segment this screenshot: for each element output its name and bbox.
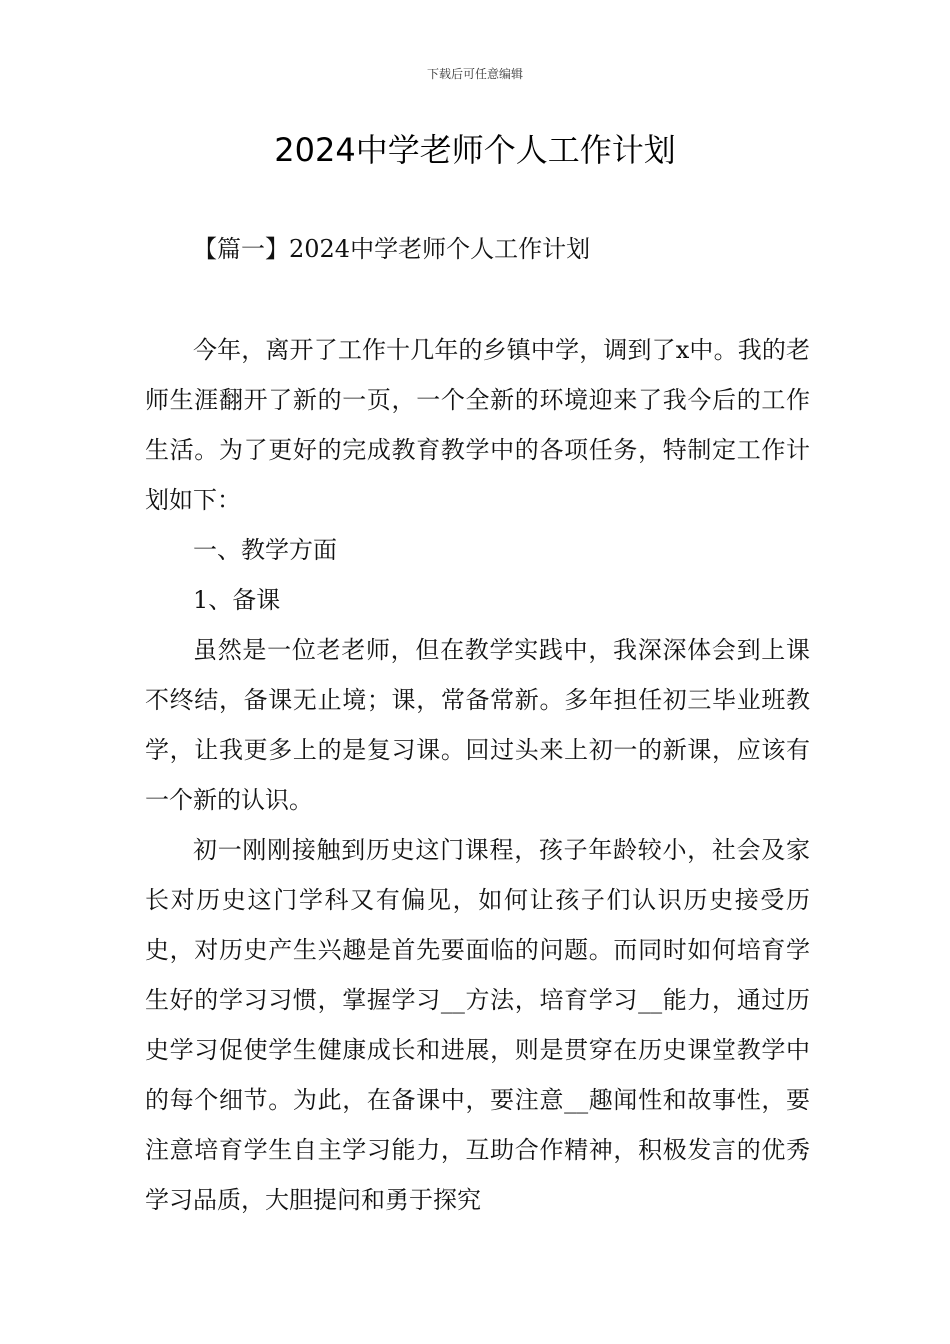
section-heading: 【篇一】2024中学老师个人工作计划	[193, 235, 591, 263]
header-note: 下载后可任意编辑	[426, 67, 523, 81]
paragraph-heading-lesson-prep: 1、备课	[193, 586, 281, 614]
paragraph-heading-teaching: 一、教学方面	[193, 536, 337, 564]
paragraph-grade-one: 初一刚刚接触到历史这门课程，孩子年龄较小，社会及家长对历史这门学科又有偏见，如何让孩子们认识历史接受历史，对历史产生兴趣是首先要面临的问题。而同时如何培育学生好的学习习惯，掌握学习__方法，培育学习__能力，通过历史学习促使学生健康成长和进展，则是贯穿在历史课堂教学中的每个细节。为此，在备课中，要注意__趣闻性和故事性，要注意培育学生自主学习能力，互助合作精神，积极发言的优秀学习品质，大胆提问和勇于探究	[145, 836, 810, 1214]
document-title: 2024中学老师个人工作计划	[274, 131, 676, 169]
paragraph-intro: 今年，离开了工作十几年的乡镇中学，调到了x中。我的老师生涯翻开了新的一页，一个全新的环境迎来了我今后的工作生活。为了更好的完成教育教学中的各项任务，特制定工作计划如下：	[145, 336, 810, 514]
document-body	[145, 325, 810, 1225]
paragraph-lesson-prep: 虽然是一位老老师，但在教学实践中，我深深体会到上课不终结，备课无止境；课，常备常新。多年担任初三毕业班教学，让我更多上的是复习课。回过头来上初一的新课，应该有一个新的认识。	[145, 636, 810, 814]
